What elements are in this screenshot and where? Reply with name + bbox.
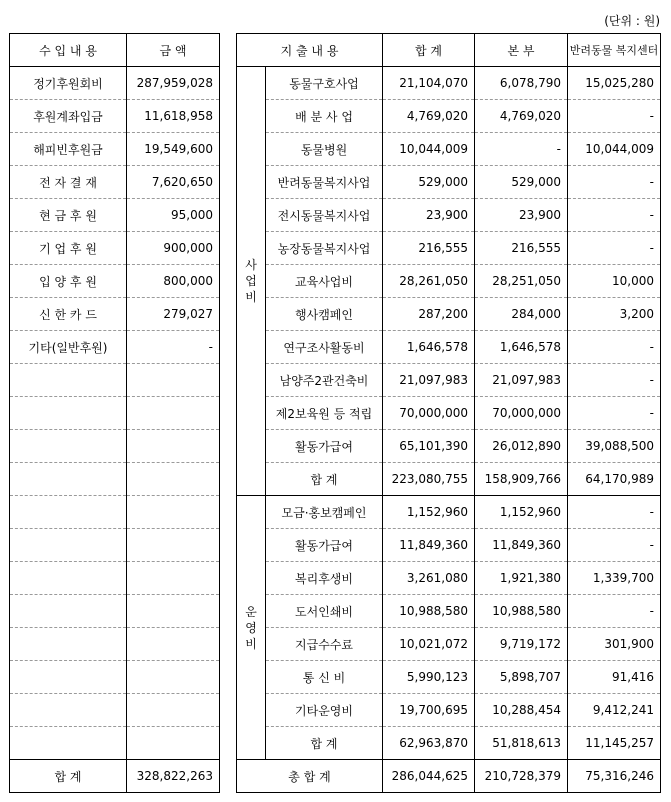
operating-item-center: 91,416 xyxy=(568,661,661,694)
business-item-label: 배 분 사 업 xyxy=(266,100,383,133)
income-item-label: 정기후원회비 xyxy=(10,67,127,100)
grand-total-hq: 210,728,379 xyxy=(475,760,568,793)
business-item-center: 10,000 xyxy=(568,265,661,298)
income-item-label xyxy=(10,694,127,727)
expense-header-center: 반려동물 복지센터 xyxy=(568,34,661,67)
income-row xyxy=(10,100,220,133)
income-item-amount xyxy=(127,727,220,760)
income-row xyxy=(10,331,220,364)
business-row xyxy=(237,331,661,364)
operating-row xyxy=(237,595,661,628)
income-item-label: 후원계좌입금 xyxy=(10,100,127,133)
operating-subtotal-total: 62,963,870 xyxy=(383,727,475,760)
income-item-amount: 7,620,650 xyxy=(127,166,220,199)
income-item-amount xyxy=(127,529,220,562)
operating-item-total: 19,700,695 xyxy=(383,694,475,727)
operating-group-char: 영 xyxy=(245,620,257,635)
operating-item-total: 10,021,072 xyxy=(383,628,475,661)
business-row xyxy=(237,265,661,298)
operating-item-center: 301,900 xyxy=(568,628,661,661)
business-item-center: - xyxy=(568,397,661,430)
income-item-amount: 800,000 xyxy=(127,265,220,298)
operating-row xyxy=(237,694,661,727)
operating-item-label: 모금·홍보캠페인 xyxy=(266,496,383,529)
business-item-total: 21,097,983 xyxy=(383,364,475,397)
business-item-center: - xyxy=(568,364,661,397)
business-row xyxy=(237,430,661,463)
business-item-label: 동물병원 xyxy=(266,133,383,166)
income-item-amount: 900,000 xyxy=(127,232,220,265)
operating-group-label xyxy=(237,496,266,760)
operating-subtotal-hq: 51,818,613 xyxy=(475,727,568,760)
grand-total-total: 286,044,625 xyxy=(383,760,475,793)
business-item-total: 4,769,020 xyxy=(383,100,475,133)
income-item-amount xyxy=(127,430,220,463)
business-row xyxy=(237,199,661,232)
income-item-label: 기타(일반후원) xyxy=(10,331,127,364)
income-item-amount: 279,027 xyxy=(127,298,220,331)
income-row xyxy=(10,397,220,430)
expense-table xyxy=(236,33,661,793)
business-item-total: 28,261,050 xyxy=(383,265,475,298)
income-total-row xyxy=(10,760,220,793)
operating-item-hq: 10,988,580 xyxy=(475,595,568,628)
grand-total-center: 75,316,246 xyxy=(568,760,661,793)
income-item-label xyxy=(10,463,127,496)
business-item-hq: 529,000 xyxy=(475,166,568,199)
business-item-center: - xyxy=(568,232,661,265)
business-item-total: 216,555 xyxy=(383,232,475,265)
operating-subtotal-label: 합 계 xyxy=(266,727,383,760)
business-item-label: 농장동물복지사업 xyxy=(266,232,383,265)
income-item-amount xyxy=(127,397,220,430)
operating-item-label: 지급수수료 xyxy=(266,628,383,661)
business-row xyxy=(237,67,661,100)
business-item-label: 남양주2관건축비 xyxy=(266,364,383,397)
business-item-hq: 23,900 xyxy=(475,199,568,232)
income-item-label xyxy=(10,364,127,397)
income-row xyxy=(10,166,220,199)
business-item-hq: - xyxy=(475,133,568,166)
income-item-amount: 95,000 xyxy=(127,199,220,232)
operating-item-center: - xyxy=(568,496,661,529)
income-item-label xyxy=(10,562,127,595)
business-item-total: 21,104,070 xyxy=(383,67,475,100)
business-item-total: 65,101,390 xyxy=(383,430,475,463)
income-row xyxy=(10,67,220,100)
income-row xyxy=(10,199,220,232)
operating-item-hq: 1,921,380 xyxy=(475,562,568,595)
business-item-label: 행사캠페인 xyxy=(266,298,383,331)
grand-total-label: 총 합 계 xyxy=(237,760,383,793)
operating-item-hq: 9,719,172 xyxy=(475,628,568,661)
income-header-row xyxy=(10,34,220,67)
business-item-center: - xyxy=(568,100,661,133)
income-item-amount xyxy=(127,496,220,529)
business-item-label: 활동가급여 xyxy=(266,430,383,463)
business-row xyxy=(237,166,661,199)
operating-item-hq: 5,898,707 xyxy=(475,661,568,694)
business-group-char: 사 xyxy=(245,258,257,272)
business-row xyxy=(237,364,661,397)
unit-label: (단위 : 원) xyxy=(604,14,660,28)
operating-item-label: 활동가급여 xyxy=(266,529,383,562)
business-item-center: - xyxy=(568,331,661,364)
income-item-amount: - xyxy=(127,331,220,364)
income-item-amount: 11,618,958 xyxy=(127,100,220,133)
income-row xyxy=(10,364,220,397)
income-row xyxy=(10,265,220,298)
business-item-hq: 1,646,578 xyxy=(475,331,568,364)
business-item-hq: 4,769,020 xyxy=(475,100,568,133)
business-item-label: 제2보육원 등 적립 xyxy=(266,397,383,430)
business-item-total: 10,044,009 xyxy=(383,133,475,166)
income-row xyxy=(10,463,220,496)
income-item-label xyxy=(10,661,127,694)
business-subtotal-center: 64,170,989 xyxy=(568,463,661,496)
operating-item-total: 3,261,080 xyxy=(383,562,475,595)
business-item-total: 1,646,578 xyxy=(383,331,475,364)
business-item-hq: 26,012,890 xyxy=(475,430,568,463)
business-group-label xyxy=(237,67,266,496)
operating-item-total: 5,990,123 xyxy=(383,661,475,694)
income-item-label xyxy=(10,628,127,661)
operating-row xyxy=(237,529,661,562)
operating-row xyxy=(237,496,661,529)
operating-group-char: 비 xyxy=(245,636,257,651)
income-item-label: 현 금 후 원 xyxy=(10,199,127,232)
operating-item-center: - xyxy=(568,529,661,562)
operating-item-hq: 10,288,454 xyxy=(475,694,568,727)
business-item-label: 연구조사활동비 xyxy=(266,331,383,364)
income-item-label xyxy=(10,496,127,529)
expense-header-item: 지 출 내 용 xyxy=(237,34,383,67)
income-row xyxy=(10,496,220,529)
business-row xyxy=(237,298,661,331)
income-total-amount: 328,822,263 xyxy=(127,760,220,793)
income-item-amount xyxy=(127,694,220,727)
income-item-label xyxy=(10,727,127,760)
operating-item-center: 9,412,241 xyxy=(568,694,661,727)
income-row xyxy=(10,133,220,166)
income-item-label xyxy=(10,529,127,562)
operating-row xyxy=(237,628,661,661)
business-item-hq: 216,555 xyxy=(475,232,568,265)
income-row xyxy=(10,661,220,694)
business-item-hq: 70,000,000 xyxy=(475,397,568,430)
business-item-center: - xyxy=(568,199,661,232)
income-item-label: 기 업 후 원 xyxy=(10,232,127,265)
operating-item-hq: 1,152,960 xyxy=(475,496,568,529)
business-item-center: 3,200 xyxy=(568,298,661,331)
operating-group-char: 운 xyxy=(245,604,257,619)
income-item-label xyxy=(10,430,127,463)
operating-item-hq: 11,849,360 xyxy=(475,529,568,562)
business-subtotal-hq: 158,909,766 xyxy=(475,463,568,496)
income-row xyxy=(10,298,220,331)
income-item-amount xyxy=(127,595,220,628)
expense-header-row xyxy=(237,34,661,67)
business-group-char: 비 xyxy=(245,290,257,304)
business-group-char: 업 xyxy=(245,274,257,288)
business-item-hq: 284,000 xyxy=(475,298,568,331)
operating-row xyxy=(237,661,661,694)
income-item-label xyxy=(10,397,127,430)
operating-item-total: 11,849,360 xyxy=(383,529,475,562)
operating-item-label: 통 신 비 xyxy=(266,661,383,694)
income-row xyxy=(10,595,220,628)
operating-subtotal-row xyxy=(237,727,661,760)
income-item-amount xyxy=(127,661,220,694)
business-item-label: 전시동물복지사업 xyxy=(266,199,383,232)
income-item-amount: 287,959,028 xyxy=(127,67,220,100)
income-table xyxy=(9,33,220,793)
income-item-label: 신 한 카 드 xyxy=(10,298,127,331)
operating-item-label: 복리후생비 xyxy=(266,562,383,595)
operating-subtotal-center: 11,145,257 xyxy=(568,727,661,760)
income-row xyxy=(10,562,220,595)
income-row xyxy=(10,628,220,661)
income-header-item: 수 입 내 용 xyxy=(10,34,127,67)
business-subtotal-total: 223,080,755 xyxy=(383,463,475,496)
income-row xyxy=(10,430,220,463)
income-item-label xyxy=(10,595,127,628)
income-item-amount xyxy=(127,364,220,397)
income-total-label: 합 계 xyxy=(10,760,127,793)
operating-row xyxy=(237,562,661,595)
income-row xyxy=(10,529,220,562)
operating-item-label: 도서인쇄비 xyxy=(266,595,383,628)
business-item-center: 10,044,009 xyxy=(568,133,661,166)
grand-total-row xyxy=(237,760,661,793)
income-row xyxy=(10,694,220,727)
income-item-amount: 19,549,600 xyxy=(127,133,220,166)
business-subtotal-row xyxy=(237,463,661,496)
income-row xyxy=(10,232,220,265)
income-item-label: 전 자 결 재 xyxy=(10,166,127,199)
expense-header-total: 합 계 xyxy=(383,34,475,67)
operating-item-center: 1,339,700 xyxy=(568,562,661,595)
business-item-total: 23,900 xyxy=(383,199,475,232)
business-item-center: - xyxy=(568,166,661,199)
operating-item-label: 기타운영비 xyxy=(266,694,383,727)
business-item-hq: 21,097,983 xyxy=(475,364,568,397)
business-item-total: 287,200 xyxy=(383,298,475,331)
business-item-label: 반려동물복지사업 xyxy=(266,166,383,199)
business-row xyxy=(237,397,661,430)
business-item-label: 교육사업비 xyxy=(266,265,383,298)
expense-header-hq: 본 부 xyxy=(475,34,568,67)
operating-item-total: 1,152,960 xyxy=(383,496,475,529)
business-item-hq: 28,251,050 xyxy=(475,265,568,298)
business-row xyxy=(237,232,661,265)
business-item-center: 15,025,280 xyxy=(568,67,661,100)
income-row xyxy=(10,727,220,760)
business-item-total: 70,000,000 xyxy=(383,397,475,430)
business-item-hq: 6,078,790 xyxy=(475,67,568,100)
income-item-amount xyxy=(127,562,220,595)
income-item-label: 입 양 후 원 xyxy=(10,265,127,298)
income-item-amount xyxy=(127,628,220,661)
business-row xyxy=(237,133,661,166)
business-item-total: 529,000 xyxy=(383,166,475,199)
income-item-amount xyxy=(127,463,220,496)
operating-item-center: - xyxy=(568,595,661,628)
income-header-amount: 금 액 xyxy=(127,34,220,67)
business-subtotal-label: 합 계 xyxy=(266,463,383,496)
business-item-label: 동물구호사업 xyxy=(266,67,383,100)
operating-item-total: 10,988,580 xyxy=(383,595,475,628)
income-item-label: 해피빈후원금 xyxy=(10,133,127,166)
business-row xyxy=(237,100,661,133)
business-item-center: 39,088,500 xyxy=(568,430,661,463)
